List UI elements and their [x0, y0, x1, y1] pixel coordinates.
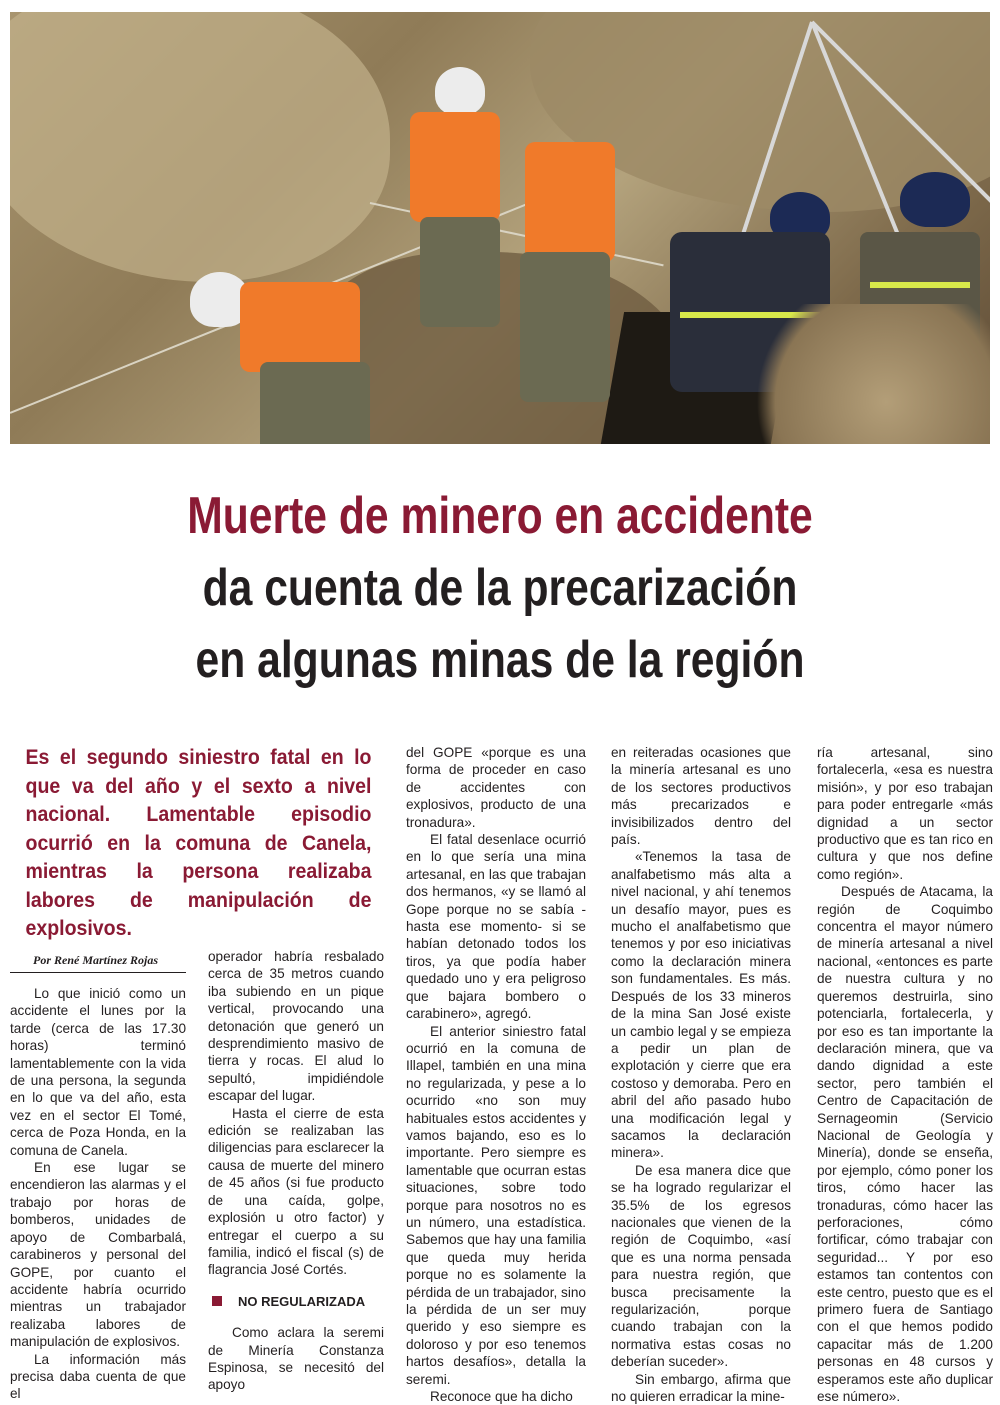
paragraph: Después de Atacama, la región de Coquimbo concentra el mayor número de minería artesanal a nivel nacional, «entonces es parte de nuestra cultura y no queremos destruirla, sino potenciarla, fortalecerla, y por eso es tan importante la declaración minera, que va dando dignidad a este sector, pero también el Centro de Capacitación de Sernageomin (Servicio Nacional de Geología y Minería), donde se enseña, por ejemplo, cómo poner los tiros, cómo hacer las tronaduras, cómo hacer las perforaciones, cómo fortificar, cómo trabajar con seguridad... Y por eso estamos tan contentos con este centro, puesto que es el primero fuera de Santiago con el que hemos podido capacitar más de 1.200 personas en 48 cursos y esperamos este año duplicar ese número».: [817, 884, 993, 1405]
paragraph: Hasta el cierre de esta edición se realizaban las diligencias para esclarecer la causa de muerte del minero de 45 años (si fue producto de una caída, golpe, explosión u otro factor) y entregar el cuerpo a su familia, indicó el fiscal (s) de flagrancia José Cortés.: [208, 1105, 384, 1278]
lead-paragraph: Es el segundo siniestro fatal en lo que va del año y el sexto a nivel nacional. Lamentable episodio ocurrió en la comuna de Canela, mientras la persona realizaba labores de manipulación de explosivos.: [25, 746, 372, 940]
paragraph: operador habría resbalado cerca de 35 metros cuando iba subiendo en un pique vertical, provocando una detonación que generó un desprendimiento masivo de tierra y rocas. El alud lo sepultó, impidiéndole escapar del lugar.: [208, 949, 384, 1104]
paragraph: Como aclara la seremi de Minería Constanza Espinosa, se necesitó del apoyo: [208, 1325, 384, 1393]
paragraph: De esa manera dice que se ha logrado regularizar el 35.5% de los egresos nacionales que vienen de la región de Coquimbo, «así que es una norma pensada para nuestra región, que busca precisamente la regularización, porque cuando trabajan con la normativa estas cosas no deberían suceder».: [611, 1162, 791, 1370]
rock-wall: [10, 12, 390, 282]
headline-line-3: en algunas minas de la región: [195, 631, 805, 689]
column-2: [208, 948, 384, 1394]
shrub: [730, 304, 990, 444]
paragraph: En ese lugar se encendieron las alarmas y el trabajo por horas de bomberos, unidades de apoyo de Combarbalá, carabineros y personal del GOPE, por cuanto el accidente habría ocurrido mientras un trabajador realizaba labores de manipulación de explosivos.: [10, 1160, 186, 1350]
column-4: [611, 744, 791, 1405]
headline: [90, 480, 910, 696]
paragraph: en reiteradas ocasiones que la minería artesanal es uno de los sectores productivos más precarizados e invisibilizados dentro del país.: [611, 745, 791, 848]
section-subhead: [208, 1293, 384, 1310]
column-3: [406, 744, 586, 1405]
paragraph: del GOPE «porque es una forma de proceder en caso de accidentes con explosivos, producto de una tronadura».: [406, 745, 586, 830]
divider: [10, 972, 186, 973]
headline-line-1: Muerte de minero en accidente: [187, 487, 813, 545]
paragraph: Sin embargo, afirma que no quieren erradicar la mine-: [611, 1371, 791, 1405]
paragraph: «Tenemos la tasa de analfabetismo más alta a nivel nacional, y ahí tenemos un desafío mayor, pues es mucho el analfabetismo que tenemos y por eso iniciativas como la declaración minera son fundamentales. Es más. Después de los 33 mineros de la mina San José existe un cambio legal y se empieza a pedir un plan de explotación y cierre que era costoso y demoraba. Pero en abril del año pasado hubo una modificación legal y sacamos la declaración minera».: [611, 849, 791, 1161]
paragraph: Reconoce que ha dicho: [430, 1389, 573, 1405]
rescue-photo: [10, 12, 990, 444]
headline-line-2: da cuenta de la precarización: [202, 559, 798, 617]
paragraph: Lo que inició como un accidente el lunes por la tarde (cerca de las 17.30 horas) terminó lamentablemente con la vida de una persona, la segunda en lo que va del año, esta vez en el sector El Tomé, cerca de Poza Honda, en la comuna de Canela.: [10, 986, 186, 1158]
column-1: [10, 985, 186, 1403]
byline: Por René Martínez Rojas: [33, 953, 159, 967]
paragraph: El anterior siniestro fatal ocurrió en la comuna de Illapel, también en una mina no regularizada, y pese a lo ocurrido «no son muy habituales estos accidentes y vamos bajando, eso es lo importante. Pero siempre es lamentable que ocurran estas situaciones, sobre todo porque para nosotros no es un número, una estadística. Sabemos que hay una familia que queda muy herida porque no es solamente la pérdida de un trabajador, sino la pérdida de un ser muy querido y eso siempre es doloroso y por eso tenemos hartos desafíos», detalla la seremi.: [406, 1023, 586, 1387]
paragraph: ría artesanal, sino fortalecerla, «esa es nuestra misión», y por eso trabajan para poder entregarle «más dignidad a un sector productivo que es tan rico en cultura y que nos define como región».: [817, 745, 993, 882]
subhead-label: NO REGULARIZADA: [238, 1293, 366, 1309]
paragraph: La información más precisa daba cuenta de que el: [10, 1351, 186, 1402]
square-bullet-icon: [212, 1296, 222, 1306]
column-5: [817, 744, 993, 1405]
paragraph: El fatal desenlace ocurrió en lo que sería una mina artesanal, en las que trabajan dos hermanos, «y se llamó al Gope porque no se sabía -hasta ese momento- si se habían detonado todos los tiros, ya que podía haber quedado uno y era peligroso que bajara bombero o carabinero», agregó.: [406, 832, 586, 1022]
